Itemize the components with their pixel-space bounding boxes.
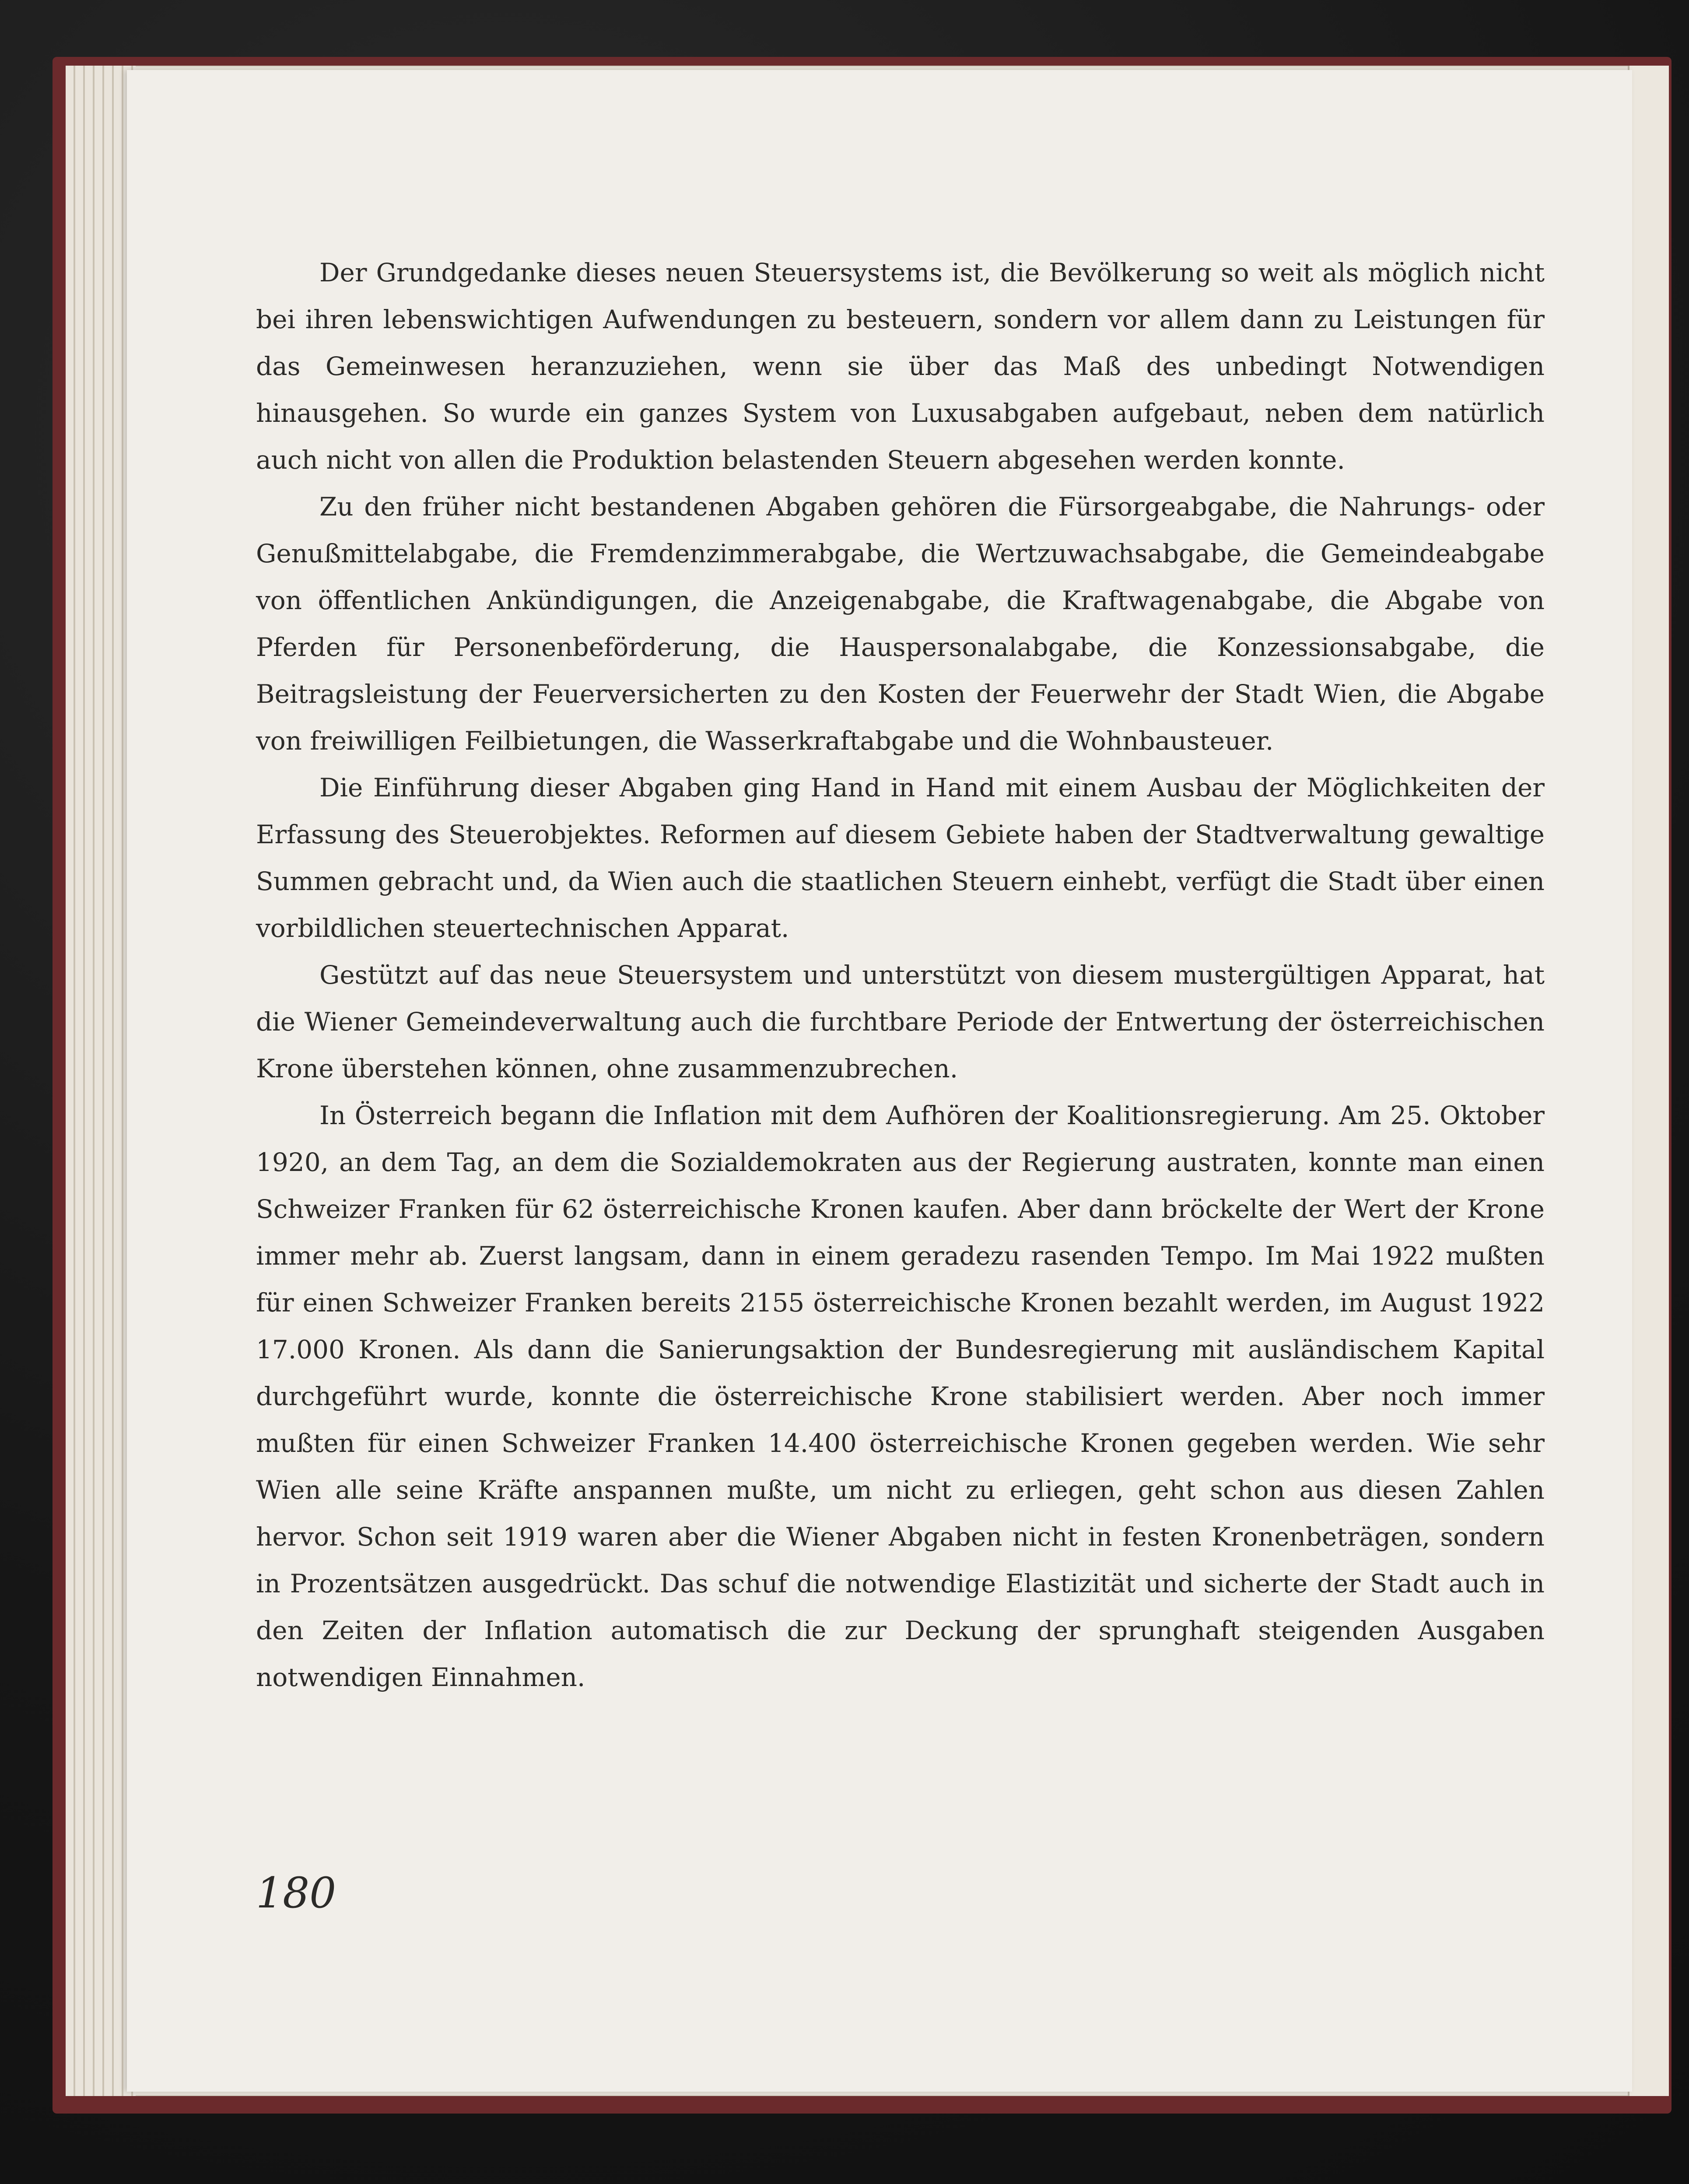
page-number: 180 [256,1868,336,1918]
paragraph: Die Einführung dieser Abgaben ging Hand in Hand mit einem Ausbau der Möglichkeiten der Erfassung des Steuerobjektes. Reformen auf diesem Gebiete haben der Stadtverwaltung gewaltige Summen gebracht und, da Wien auch die staatlichen Steuern einhebt, verfügt die Stadt über einen vorbildlichen steuertechnischen Apparat. [256,773,1545,943]
paragraph: Der Grundgedanke dieses neuen Steuersystems ist, die Bevölkerung so weit als möglich nicht bei ihren lebenswichtigen Aufwendungen zu besteuern, sondern vor allem dann zu Leistungen für das Gemeinwesen heranzuziehen, wenn sie über das Maß des unbedingt Notwendigen hinausgehen. So wurde ein ganzes System von Luxusabgaben aufgebaut, neben dem natürlich auch nicht von allen die Produktion belastenden Steuern abgesehen werden konnte. [256,258,1545,475]
page-edges [66,66,136,2096]
paragraph: Gestützt auf das neue Steuersystem und unterstützt von diesem mustergültigen Apparat, hat die Wiener Gemeindeverwaltung auch die furchtbare Periode der Entwertung der österreichischen Krone überstehen können, ohne zusammenzubrechen. [256,960,1545,1083]
body-text [256,249,1545,1701]
paragraph: In Österreich begann die Inflation mit dem Aufhören der Koalitionsregierung. Am 25. Oktober 1920, an dem Tag, an dem die Sozialdemokraten aus der Regierung austraten, konnte man einen Schweizer Franken für 62 österreichische Kronen kaufen. Aber dann bröckelte der Wert der Krone immer mehr ab. Zuerst langsam, dann in einem geradezu rasenden Tempo. Im Mai 1922 mußten für einen Schweizer Franken bereits 2155 österreichische Kronen bezahlt werden, im August 1922 17.000 Kronen. Als dann die Sanierungsaktion der Bundesregierung mit ausländischem Kapital durchgeführt wurde, konnte die österreichische Krone stabilisiert werden. Aber noch immer mußten für einen Schweizer Franken 14.400 österreichische Kronen gegeben werden. Wie sehr Wien alle seine Kräfte anspannen mußte, um nicht zu erliegen, geht schon aus diesen Zahlen hervor. Schon seit 1919 waren aber die Wiener Abgaben nicht in festen Kronenbeträgen, sondern in Prozentsätzen ausgedrückt. Das schuf die notwendige Elastizität und sicherte der Stadt auch in den Zeiten der Inflation automatisch die zur Deckung der sprunghaft steigenden Ausgaben notwendigen Einnahmen. [256,1101,1545,1692]
next-page-edge [1628,66,1669,2096]
paragraph: Zu den früher nicht bestandenen Abgaben gehören die Fürsorgeabgabe, die Nahrungs- oder Genußmittelabgabe, die Fremdenzimmerabgabe, die Wertzuwachsabgabe, die Gemeindeabgabe von öffentlichen Ankündigungen, die Anzeigenabgabe, die Kraftwagenabgabe, die Abgabe von Pferden für Personenbeförderung, die Hauspersonalabgabe, die Konzessionsabgabe, die Beitragsleistung der Feuerversicherten zu den Kosten der Feuerwehr der Stadt Wien, die Abgabe von freiwilligen Feilbietungen, die Wasserkraftabgabe und die Wohnbausteuer. [256,492,1545,756]
